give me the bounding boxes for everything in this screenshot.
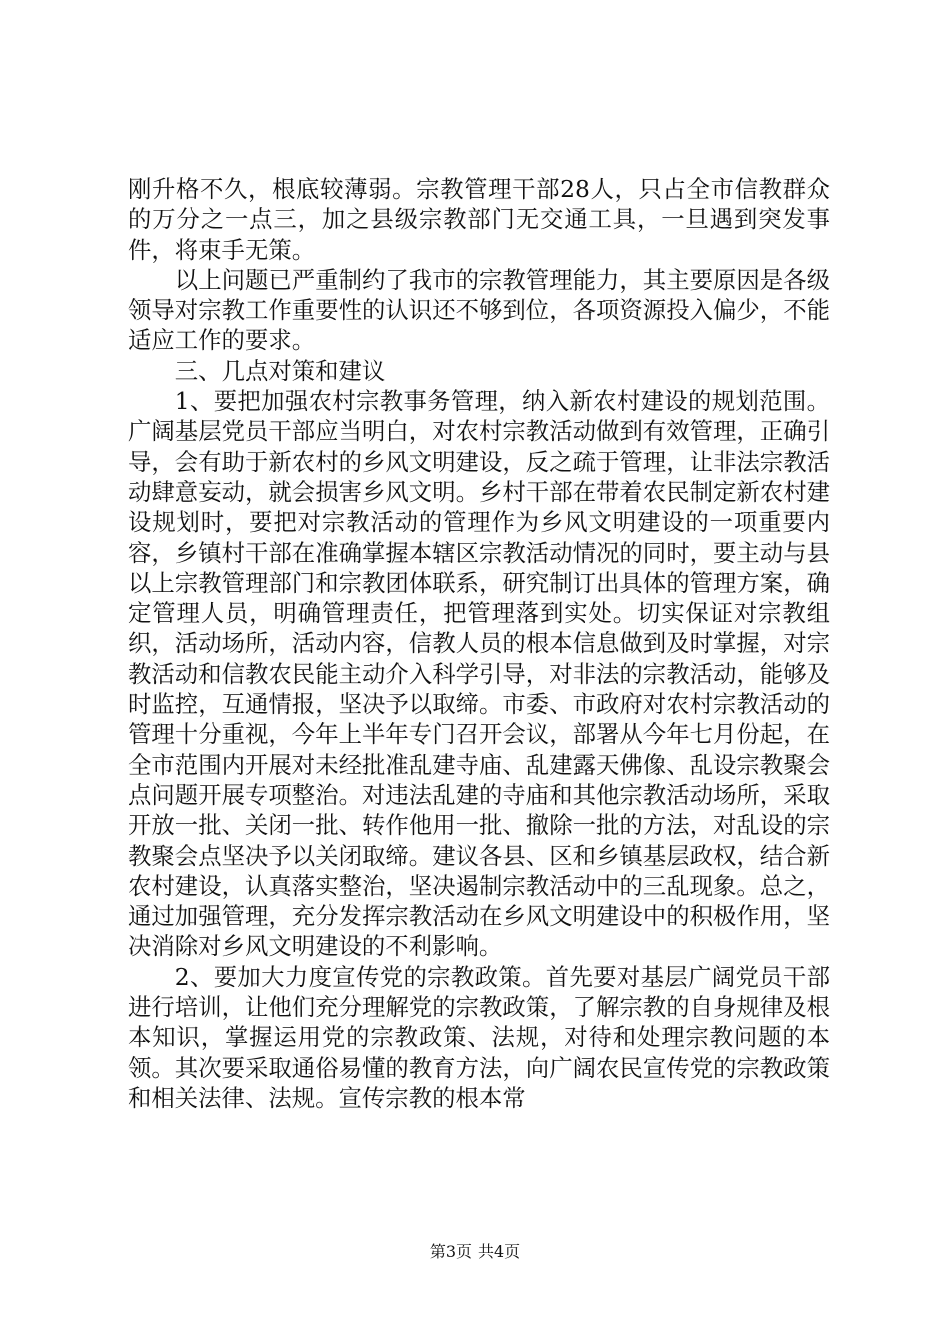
paragraph-continuation: 刚升格不久，根底较薄弱。宗教管理干部28人，只占全市信教群众的万分之一点三，加之县级宗教部门无交通工具，一旦遇到突发事件，将束手无策。 <box>128 175 830 264</box>
page-number: 第3页 <box>429 1242 472 1261</box>
section-heading-countermeasures: 三、几点对策和建议 <box>174 356 386 385</box>
paragraph-item-1: 1、要把加强农村宗教事务管理，纳入新农村建设的规划范围。广阔基层党员干部应当明白，对农村宗教活动做到有效管理，正确引导，会有助于新农村的乡风文明建设，反之疏于管理，让非法宗教活动肆意妄动，就会损害乡风文明。乡村干部在带着农民制定新农村建设规划时，要把对宗教活动的管理作为乡风文明建设的一项重要内容，乡镇村干部在准确掌握本辖区宗教活动情况的同时，要主动与县以上宗教管理部门和宗教团体联系，研究制订出具体的管理方案，确定管理人员，明确管理责任，把管理落到实处。切实保证对宗教组织，活动场所，活动内容，信教人员的根本信息做到及时掌握，对宗教活动和信教农民能主动介入科学引导，对非法的宗教活动，能够及时监控，互通情报，坚决予以取缔。市委、市政府对农村宗教活动的管理十分重视，今年上半年专门召开会议，部署从今年七月份起，在全市范围内开展对未经批准乱建寺庙、乱建露天佛像、乱设宗教聚会点问题开展专项整治。对违法乱建的寺庙和其他宗教活动场所，采取开放一批、关闭一批、转作他用一批、撤除一批的方法，对乱设的宗教聚会点坚决予以关闭取缔。建议各县、区和乡镇基层政权，结合新农村建设，认真落实整治，坚决遏制宗教活动中的三乱现象。总之，通过加强管理，充分发挥宗教活动在乡风文明建设中的积极作用，坚决消除对乡风文明建设的不利影响。 <box>128 387 830 961</box>
page-total: 共4页 <box>478 1242 521 1261</box>
document-body <box>128 174 830 1113</box>
paragraph-item-2: 2、要加大力度宣传党的宗教政策。首先要对基层广阔党员干部进行培训，让他们充分理解党的宗教政策，了解宗教的自身规律及根本知识，掌握运用党的宗教政策、法规，对待和处理宗教问题的本领。其次要采取通俗易懂的教育方法，向广阔农民宣传党的宗教政策和相关法律、法规。宣传宗教的根本常 <box>128 962 830 1112</box>
paragraph-problem-summary: 以上问题已严重制约了我市的宗教管理能力，其主要原因是各级领导对宗教工作重要性的认识还不够到位，各项资源投入偏少，不能适应工作的要求。 <box>128 265 830 355</box>
page-footer <box>0 1242 950 1262</box>
